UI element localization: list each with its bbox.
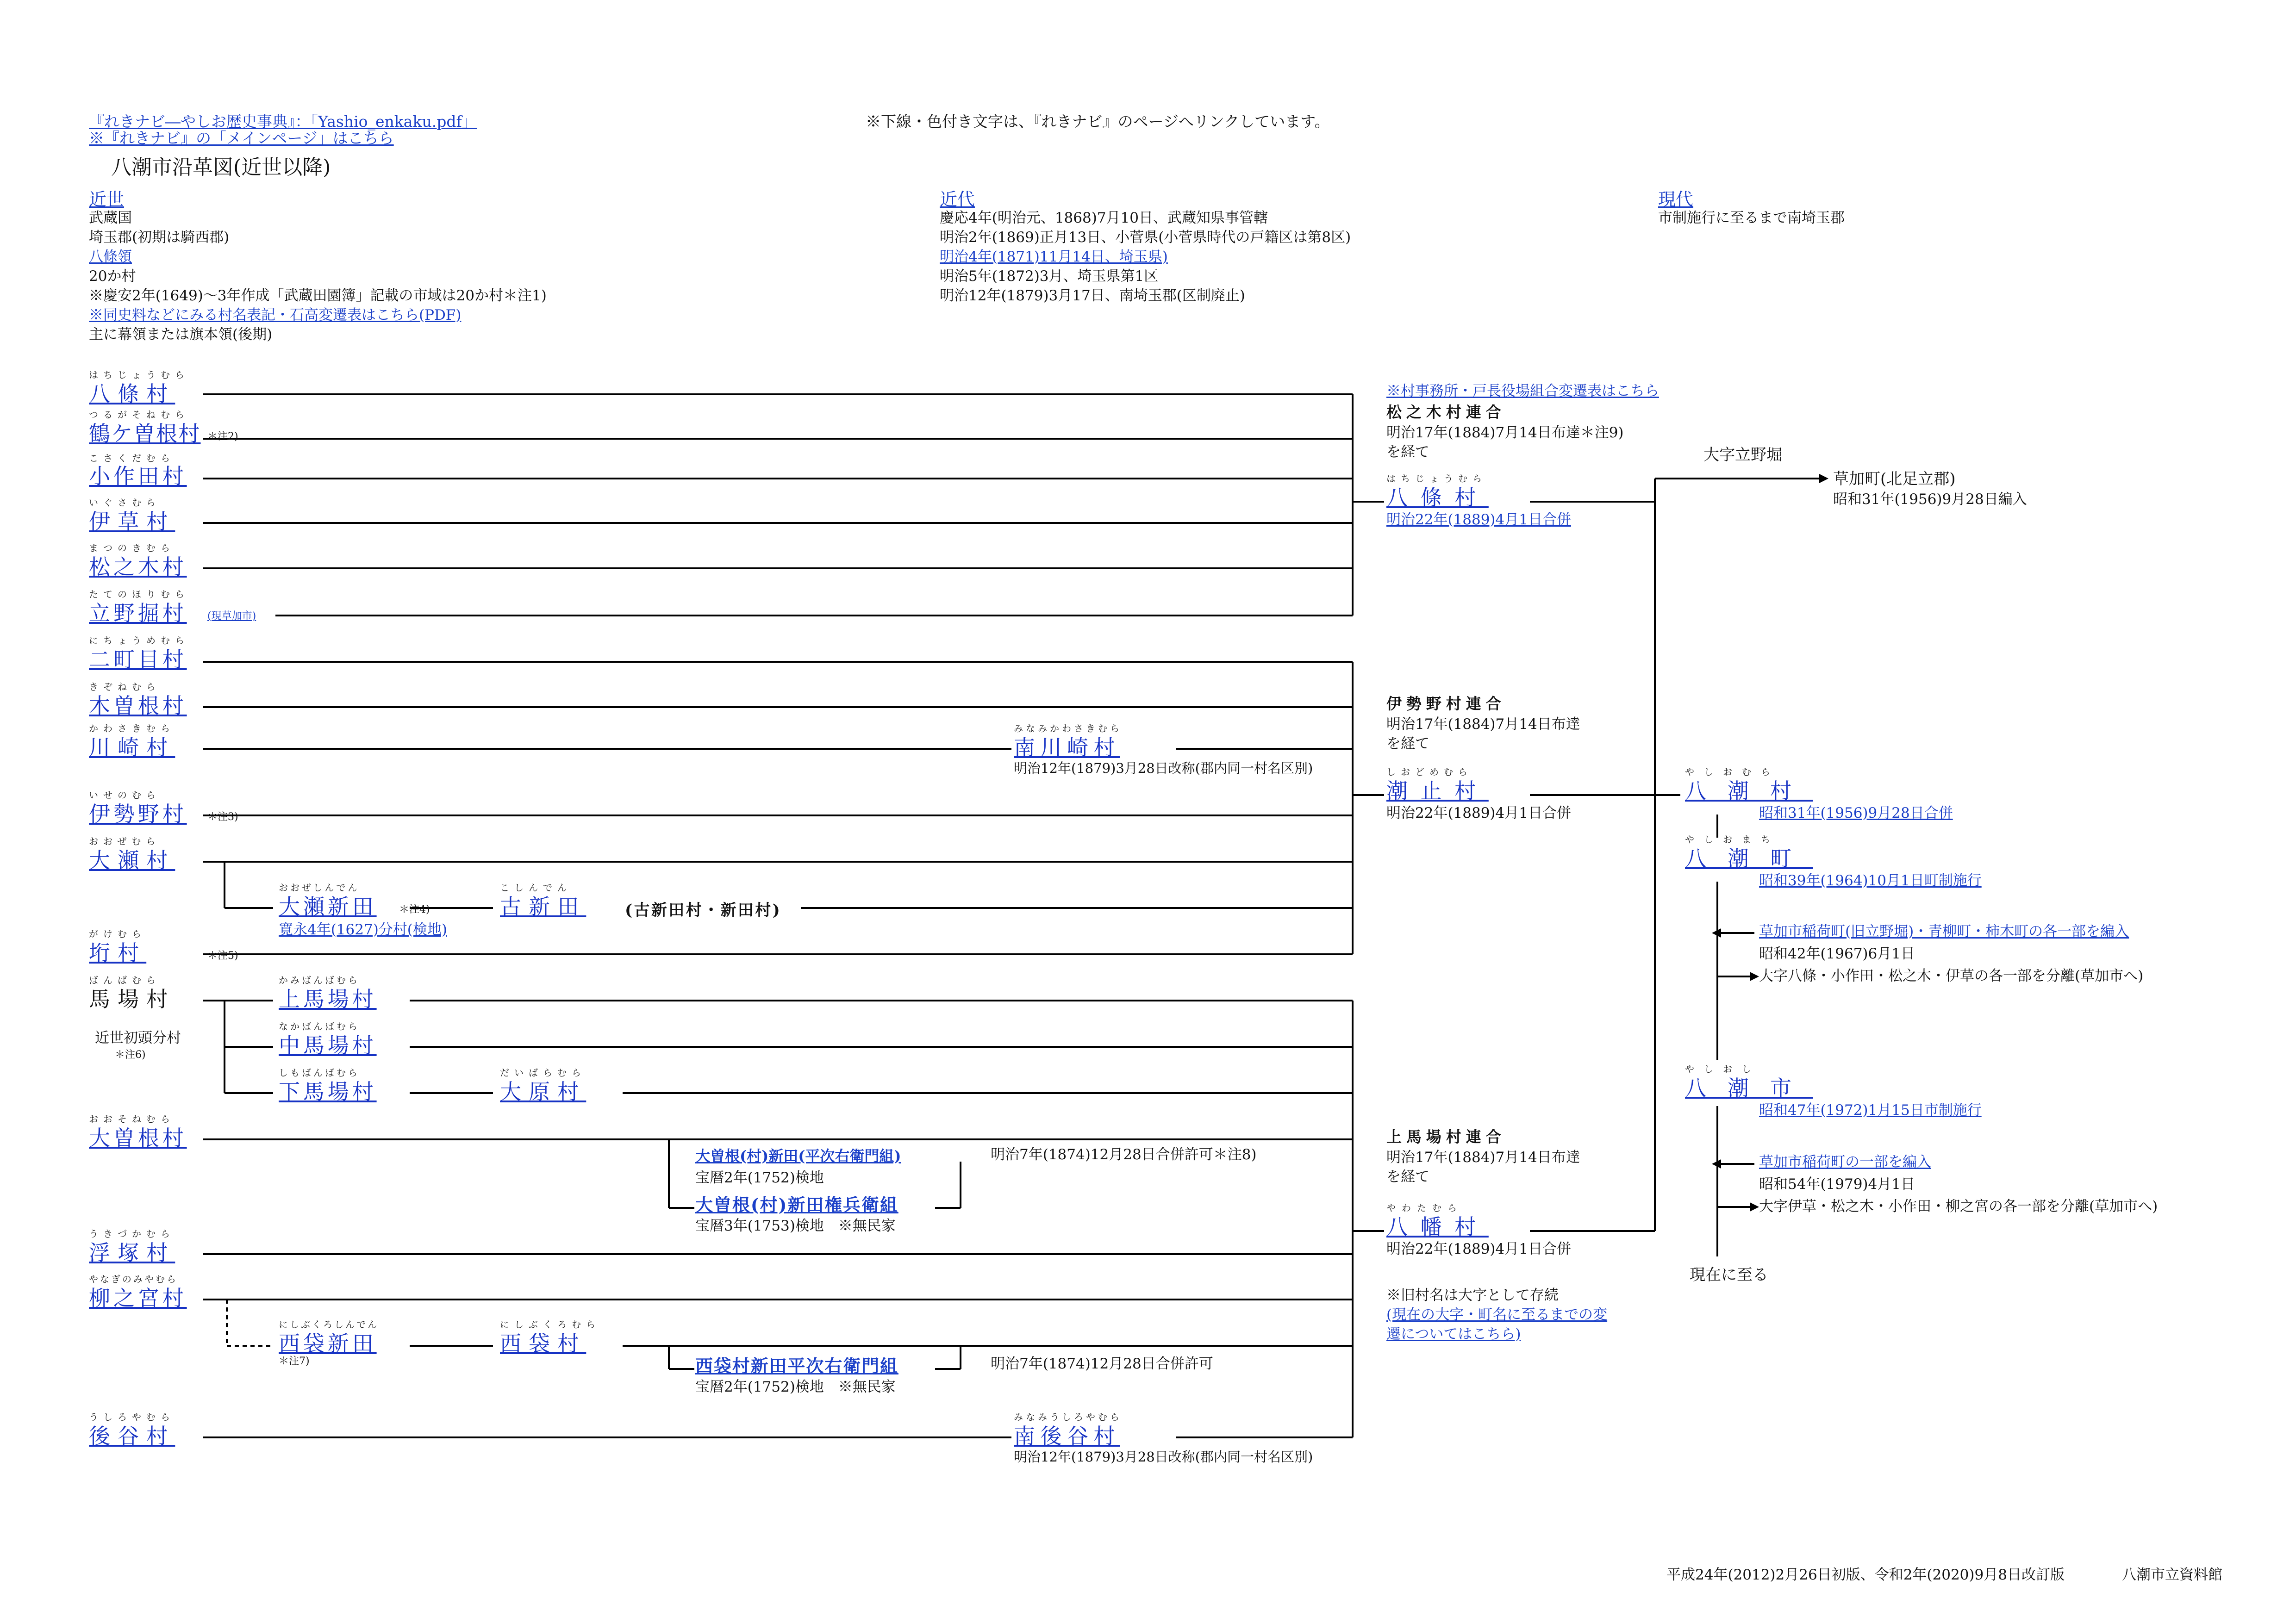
branch-minamikawasaki[interactable]: 南川崎村 <box>1014 735 1120 760</box>
note-marker: ＊注7) <box>279 1356 310 1367</box>
rename-note: 明治12年(1879)3月28日改称(郡内同一村名区別) <box>1014 1449 1313 1465</box>
rengo-line: を経て <box>1386 1169 1429 1185</box>
osone-shinden-heijiemon[interactable]: 大曽根(村)新田(平次右衛門組) <box>695 1147 901 1165</box>
saitama-ken-link[interactable]: 明治4年(1871)11月14日、埼玉県) <box>940 249 1168 265</box>
ruby: いぐさむら <box>89 497 161 508</box>
note-marker: ＊注2) <box>207 431 238 442</box>
ruby: かみばんばむら <box>279 975 360 986</box>
ruby: いせのむら <box>89 790 161 801</box>
kenchi-note: 宝暦2年(1752)検地 <box>695 1169 824 1186</box>
branch-ozeshinden[interactable]: 大瀬新田 <box>279 894 377 919</box>
yashio-mura[interactable]: 八潮村 <box>1685 778 1813 803</box>
kinsei-line: 武蔵国 <box>89 210 132 226</box>
ruby: やわたむら <box>1386 1202 1463 1213</box>
rengo-line: 明治17年(1884)7月14日布達 <box>1386 1149 1580 1166</box>
rename-note: 明治12年(1879)3月28日改称(郡内同一村名区別) <box>1014 760 1313 776</box>
branch-nishibukuroshinden[interactable]: 西袋新田 <box>279 1331 377 1356</box>
village-oze[interactable]: 大瀬村 <box>89 848 175 873</box>
osone-merge-note: 明治7年(1874)12月28日合併許可＊注8) <box>991 1146 1257 1163</box>
hennyu-link[interactable]: 草加市稲荷町の一部を編入 <box>1759 1154 1931 1170</box>
ruby: おおぜしんでん <box>279 882 360 893</box>
village-yanaginomiya[interactable]: 柳之宮村 <box>89 1286 187 1311</box>
soka-note-link[interactable]: (現草加市) <box>207 610 256 622</box>
rengo-title: 伊勢野村連合 <box>1386 695 1506 713</box>
ruby: まつのきむら <box>89 542 175 553</box>
period-kinsei-link[interactable]: 近世 <box>89 189 125 210</box>
branch-ohara[interactable]: 大原村 <box>500 1079 586 1104</box>
merge-note: 明治22年(1889)4月1日合併 <box>1386 805 1571 821</box>
ruby: こさくだむら <box>89 453 175 464</box>
ruby: おおそねむら <box>89 1113 175 1125</box>
ruby: きぞねむら <box>89 681 161 692</box>
note-marker: ＊注6) <box>115 1049 146 1061</box>
ruby: つるがそねむら <box>89 409 189 420</box>
branch-kamibanba[interactable]: 上馬場村 <box>279 987 377 1012</box>
kindai-line: 明治5年(1872)3月、埼玉県第1区 <box>940 268 1159 285</box>
village-kosakuda[interactable]: 小作田村 <box>89 464 187 489</box>
note-marker: ＊注3) <box>207 811 238 823</box>
bunri-date: 昭和54年(1979)4月1日 <box>1759 1176 1915 1193</box>
meiji22-hachijo[interactable]: 八條村 <box>1386 485 1489 510</box>
rengo-title: 松之木村連合 <box>1386 403 1506 421</box>
kinsei-line: 主に幕領または旗本領(後期) <box>89 326 273 343</box>
village-osone[interactable]: 大曽根村 <box>89 1126 187 1150</box>
kinsei-line: 20か村 <box>89 268 136 285</box>
ruby: おおぜむら <box>89 836 161 847</box>
osone-shinden-gonbe[interactable]: 大曽根(村)新田権兵衛組 <box>695 1194 898 1215</box>
ruby: にしぶくろむら <box>500 1319 600 1330</box>
oldnames-note: ※旧村名は大字として存続 <box>1386 1287 1559 1304</box>
rekinavi-pdf-link[interactable]: 『れきナビ―やしお歴史事典』：「Yashio_enkaku.pdf」 <box>89 112 477 131</box>
banba-note: 近世初頭分村 <box>95 1030 181 1046</box>
oldnames-link[interactable]: 遷についてはこちら) <box>1386 1326 1521 1343</box>
village-igusa[interactable]: 伊草村 <box>89 509 175 534</box>
soka-branch-label: 大字立野堀 <box>1703 446 1782 464</box>
branch-minamiushiroya[interactable]: 南後谷村 <box>1014 1424 1120 1449</box>
koshinden-note: (古新田村・新田村) <box>625 901 782 920</box>
kinsei-line: ※慶安2年(1649)～3年作成「武蔵田園簿」記載の市域は20か村＊注1) <box>89 287 547 304</box>
ruby: うしろやむら <box>89 1412 175 1423</box>
rengo-line: を経て <box>1386 735 1429 752</box>
yashio-mura-link[interactable]: 昭和31年(1956)9月28日合併 <box>1759 805 1953 821</box>
ruby: がけむら <box>89 928 146 939</box>
ruby: みなみかわさきむら <box>1014 723 1122 734</box>
ruby: だいばらむら <box>500 1067 586 1078</box>
ruby: うきづかむら <box>89 1228 175 1239</box>
village-nichoume[interactable]: 二町目村 <box>89 647 187 672</box>
kenchi-note: 宝暦3年(1753)検地 ※無民家 <box>695 1218 896 1234</box>
ruby: かわさきむら <box>89 723 175 734</box>
ruby: やなぎのみやむら <box>89 1274 178 1285</box>
link-note: ※下線・色付き文字は、『れきナビ』のページへリンクしています。 <box>866 112 1330 131</box>
period-kindai-link[interactable]: 近代 <box>940 189 975 210</box>
meiji22-shiodome[interactable]: 潮止村 <box>1386 778 1489 803</box>
soka-date: 昭和31年(1956)9月28日編入 <box>1833 491 2027 508</box>
ruby: しもばんばむら <box>279 1067 360 1078</box>
nishibukuro-shinden-heijiemon[interactable]: 西袋村新田平次右衛門組 <box>695 1356 898 1376</box>
soka-town: 草加町(北足立郡) <box>1833 470 1956 488</box>
gendai-line: 市制施行に至るまで南埼玉郡 <box>1658 210 1845 226</box>
ruby: やしおし <box>1685 1063 1761 1075</box>
village-table-link[interactable]: ※同史料などにみる村名表記・石高変遷表はこちら(PDF) <box>89 307 462 323</box>
ruby: やしおむら <box>1685 766 1780 777</box>
oldnames-link[interactable]: (現在の大字・町名に至るまでの変 <box>1386 1306 1608 1323</box>
main-page-link[interactable]: ※『れきナビ』の「メインページ」はこちら <box>89 129 394 147</box>
hachijo-ryo-link[interactable]: 八條領 <box>89 249 132 265</box>
yashio-machi-link[interactable]: 昭和39年(1964)10月1日町制施行 <box>1759 872 1982 889</box>
footer-org: 八潮市立資料館 <box>2122 1567 2222 1583</box>
village-gake[interactable]: 垳村 <box>89 940 147 965</box>
rengo-line: 明治17年(1884)7月14日布達＊注9) <box>1386 424 1624 441</box>
ruby: こしんでん <box>500 882 572 893</box>
bunri-note: 大字八條・小作田・松之木・伊草の各一部を分離(草加市へ) <box>1759 968 2144 984</box>
ruby: しおどめむら <box>1386 766 1472 777</box>
yashio-shi[interactable]: 八潮市 <box>1685 1076 1813 1101</box>
nishibukuro-merge-note: 明治7年(1874)12月28日合併許可 <box>991 1356 1213 1372</box>
village-ushiroya[interactable]: 後谷村 <box>89 1424 175 1449</box>
current-note: 現在に至る <box>1690 1266 1768 1284</box>
village-tatenohori[interactable]: 立野掘村 <box>89 601 187 626</box>
ruby: なかばんばむら <box>279 1021 360 1032</box>
yashio-shi-link[interactable]: 昭和47年(1972)1月15日市制施行 <box>1759 1102 1982 1119</box>
bunri-date: 昭和42年(1967)6月1日 <box>1759 945 1915 962</box>
ruby: みなみうしろやむら <box>1014 1412 1122 1423</box>
ozeshinden-bunson-link[interactable]: 寛永4年(1627)分村(検地) <box>279 921 447 938</box>
rengo-table-link[interactable]: ※村事務所・戸長役場組合変遷表はこちら <box>1386 383 1659 399</box>
branch-koshinden[interactable]: 古新田 <box>500 894 586 919</box>
rengo-line: 明治17年(1884)7月14日布達 <box>1386 716 1580 733</box>
branch-nishibukuro[interactable]: 西袋村 <box>500 1331 586 1356</box>
rengo-title: 上馬場村連合 <box>1386 1128 1506 1146</box>
kinsei-line: 埼玉郡(初期は騎西郡) <box>89 229 230 246</box>
rengo-line: を経て <box>1386 444 1429 460</box>
village-iseno[interactable]: 伊勢野村 <box>89 802 187 827</box>
branch-nakabanba[interactable]: 中馬場村 <box>279 1033 377 1058</box>
branch-shimobanba[interactable]: 下馬場村 <box>279 1079 377 1104</box>
kenchi-note: 宝暦2年(1752)検地 ※無民家 <box>695 1379 896 1395</box>
note-marker: ＊注5) <box>207 950 238 962</box>
bunri-note: 大字伊草・松之木・小作田・柳之宮の各一部を分離(草加市へ) <box>1759 1198 2158 1215</box>
merge-note: 明治22年(1889)4月1日合併 <box>1386 1241 1571 1257</box>
note-marker: ＊注4) <box>399 904 430 915</box>
period-gendai-link[interactable]: 現代 <box>1658 189 1694 210</box>
village-ukitsuka[interactable]: 浮塚村 <box>89 1240 175 1265</box>
ruby: ばんばむら <box>89 975 161 986</box>
kindai-line: 明治2年(1869)正月13日、小菅県(小菅県時代の戸籍区は第8区) <box>940 229 1351 246</box>
village-banba: 馬場村 <box>89 987 175 1012</box>
ruby: たてのほりむら <box>89 589 189 600</box>
ruby: はちじょうむら <box>1386 473 1487 484</box>
ruby: はちじょうむら <box>89 369 189 380</box>
village-hachijo[interactable]: 八條村 <box>89 381 175 406</box>
ruby: にしぶくろしんでん <box>279 1319 379 1330</box>
meiji22-yawata[interactable]: 八幡村 <box>1386 1214 1489 1239</box>
village-matsunoki[interactable]: 松之木村 <box>89 554 187 579</box>
ruby: やしおまち <box>1685 834 1780 845</box>
village-kisone[interactable]: 木曽根村 <box>89 693 187 718</box>
yashio-machi[interactable]: 八潮町 <box>1685 846 1813 871</box>
kindai-line: 慶応4年(明治元、1868)7月10日、武蔵知県事管轄 <box>940 210 1268 226</box>
village-kawasaki[interactable]: 川崎村 <box>89 735 175 760</box>
kindai-line: 明治12年(1879)3月17日、南埼玉郡(区制廃止) <box>940 287 1245 304</box>
village-tsurugasone[interactable]: 鶴ケ曽根村 <box>89 421 201 446</box>
merge-link[interactable]: 明治22年(1889)4月1日合併 <box>1386 511 1571 528</box>
hennyu-link[interactable]: 草加市稲荷町(旧立野堀)・青柳町・柿木町の各一部を編入 <box>1759 923 2129 940</box>
footer-date: 平成24年(2012)2月26日初版、令和2年(2020)9月8日改訂版 <box>1666 1567 2065 1583</box>
page-title: 八潮市沿革図(近世以降) <box>111 155 331 179</box>
ruby: にちょうめむら <box>89 635 189 646</box>
